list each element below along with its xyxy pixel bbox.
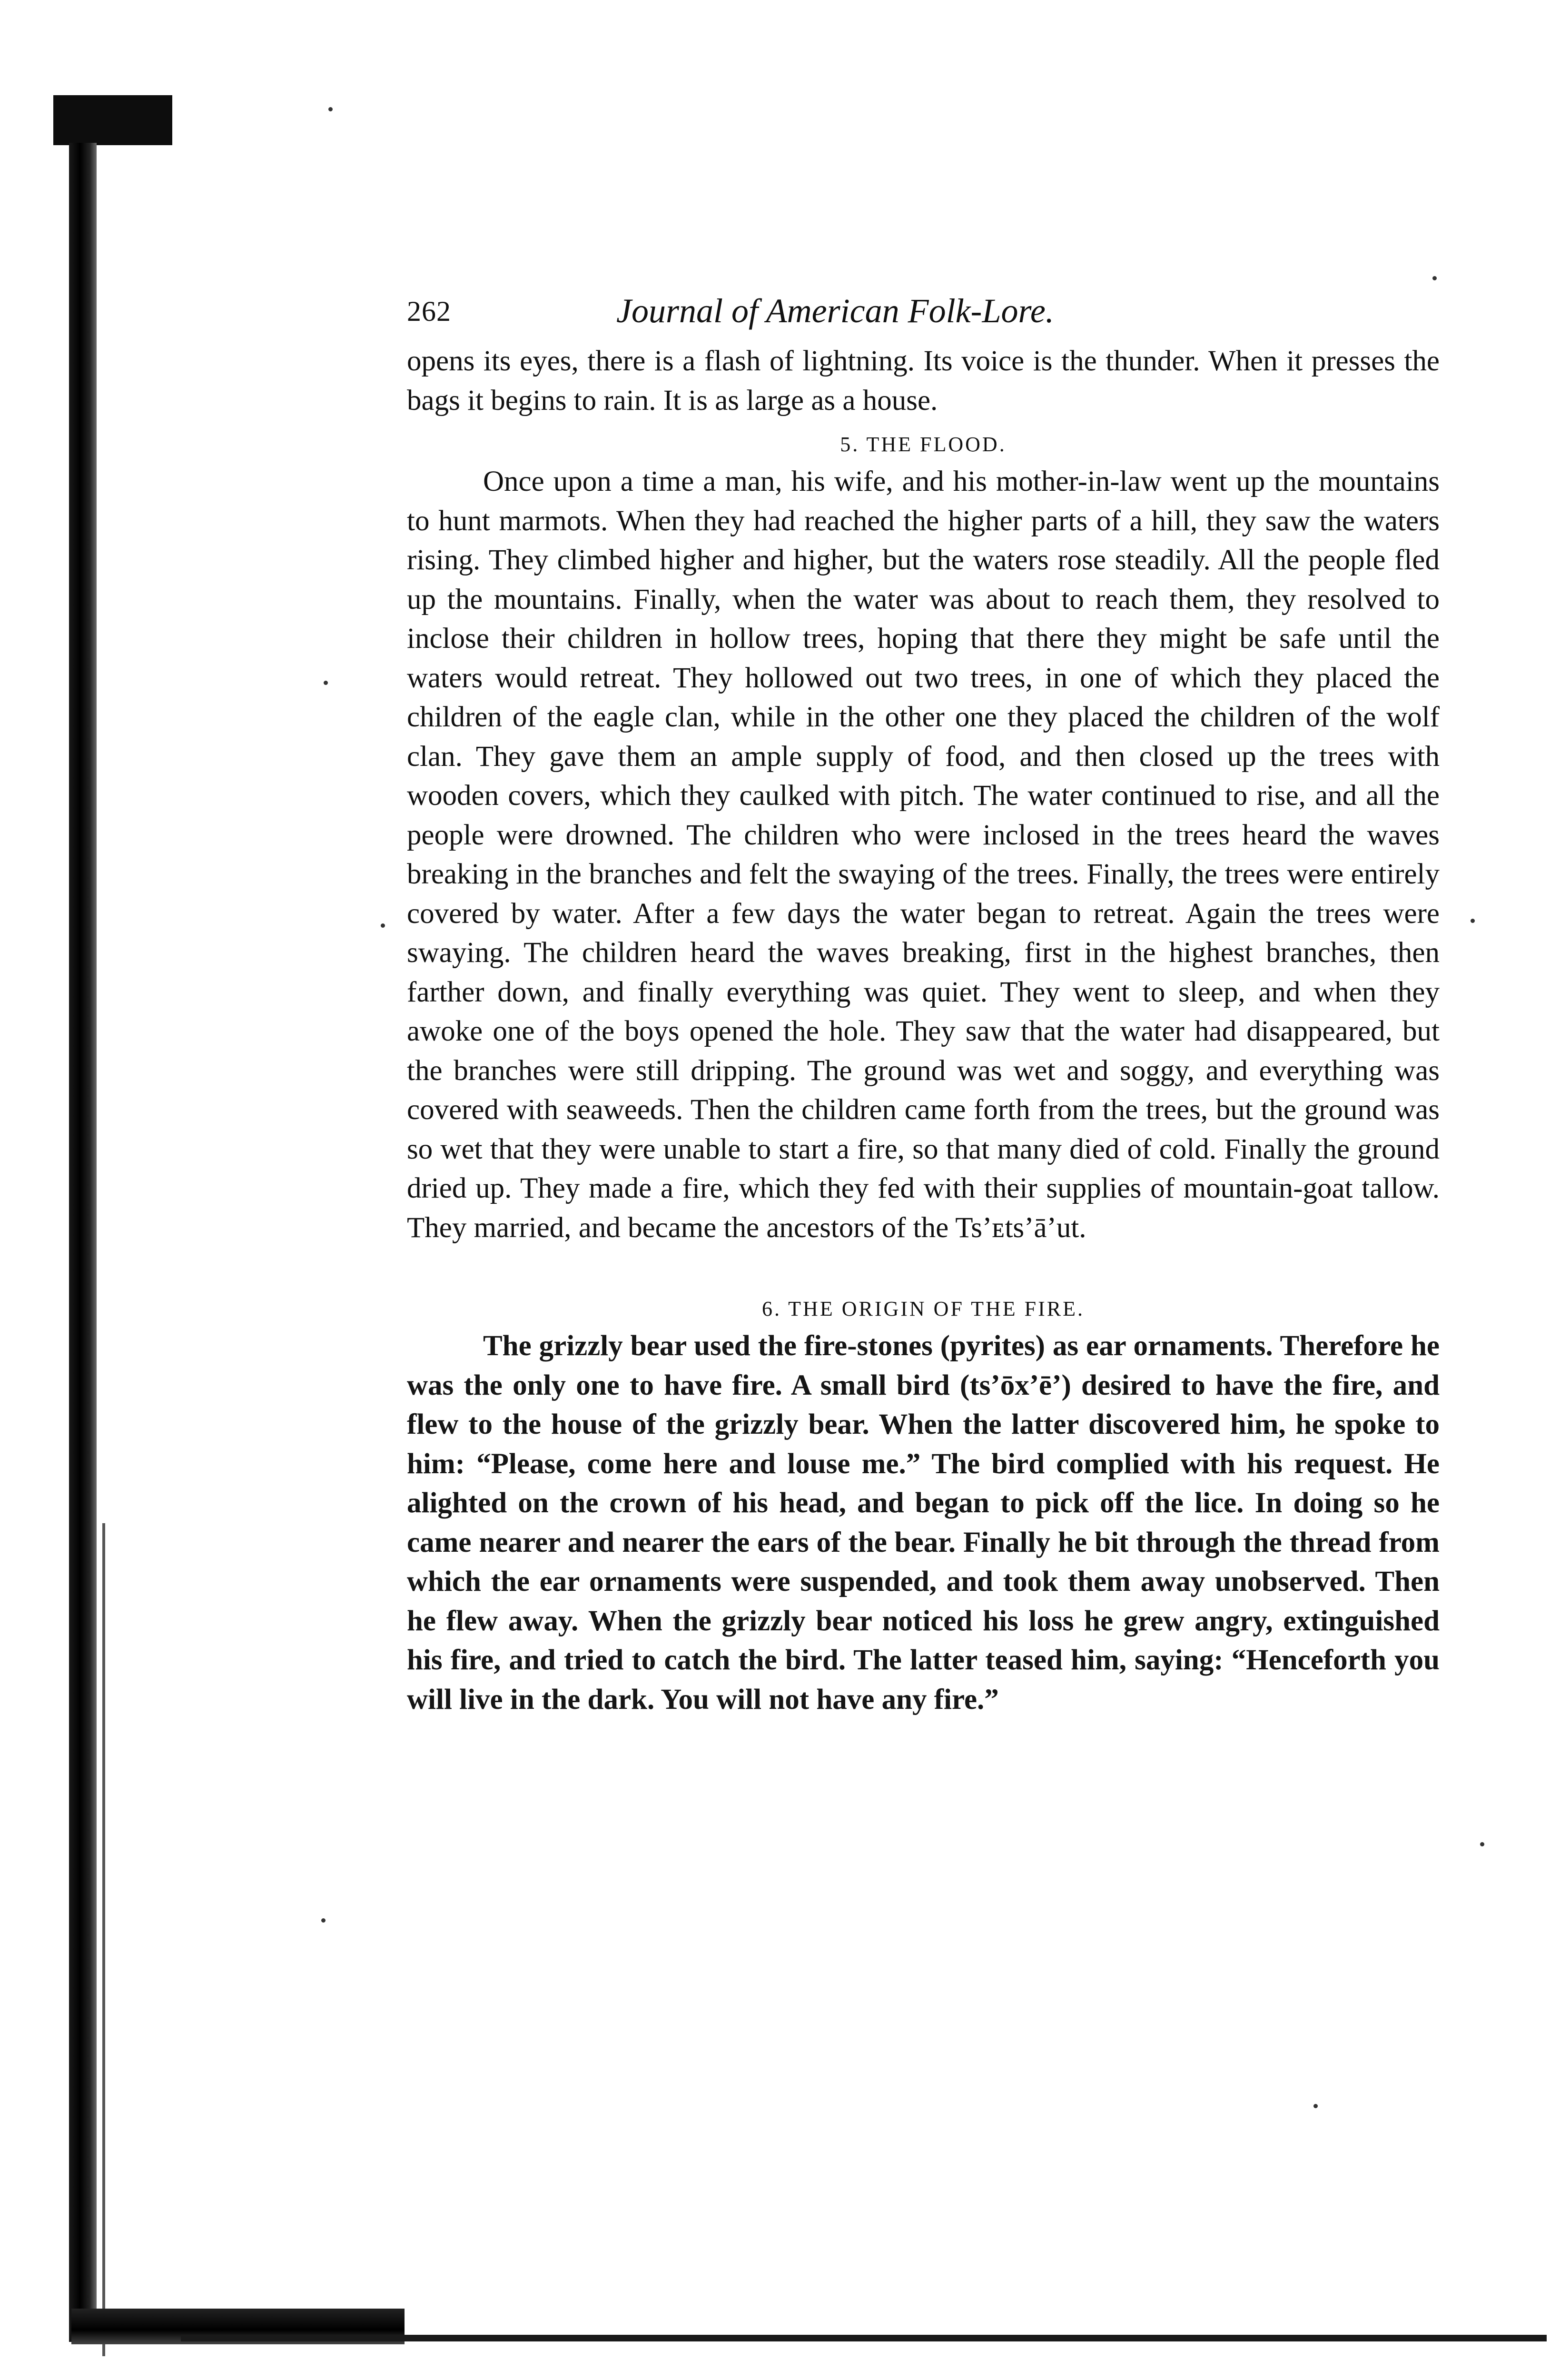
- section-heading-fire: 6. THE ORIGIN OF THE FIRE.: [761, 1297, 1085, 1320]
- scan-speck: [381, 923, 385, 928]
- scan-margin-streak: [102, 1523, 105, 2356]
- section-heading-flood: 5. THE FLOOD.: [840, 433, 1007, 456]
- running-title: Journal of American Folk-Lore.: [616, 292, 1054, 330]
- scan-margin-shadow: [69, 143, 97, 2342]
- fire-paragraph: The grizzly bear used the fire-stones (pyrites) as ear ornaments. Therefore he was the only one to have fire. A small bird (ts’ōx’ē’) desired to have the fire, and flew to the house of the grizzly bear. When the latter discovered him, he spoke to him: “Please, come here and louse me.” The bird complied with his request. He alighted on the crown of his head, and began to pick off the lice. In doing so he came nearer and nearer the ears of the bear. Finally he bit through the thread from which the ear ornaments were suspended, and took them away unobserved. Then he flew away. When the grizzly bear noticed his loss he grew angry, extinguished his fire, and tried to catch the bird. The latter teased him, saying: “Henceforth you will live in the dark. You will not have any fire.”: [407, 1330, 1440, 1716]
- scan-binding-mark: [53, 95, 172, 145]
- scan-speck: [1480, 1842, 1484, 1846]
- scan-bottom-rule: [181, 2335, 1547, 2341]
- flood-paragraph: Once upon a time a man, his wife, and his mother-in-law went up the mountains to hunt marmots. When they had reached the higher parts of a hill, they saw the waters rising. They climbed higher and higher, but the waters rose steadily. All the people fled up the mountains. Finally, when the water was about to reach them, they resolved to inclose their children in hollow trees, hoping that there they might be safe until the waters would retreat. They hollowed out two trees, in one of which they placed the children of the eagle clan, while in the other one they placed the children of the wolf clan. They gave them an ample supply of food, and then closed up the trees with wooden covers, which they caulked with pitch. The water continued to rise, and all the people were drowned. The children who were inclosed in the trees heard the waves breaking in the branches and felt the swaying of the trees. Finally, the trees were entirely covered by water. After a few days the water began to retreat. Again the trees were swaying. The children heard the waves breaking, first in the highest branches, then farther down, and finally everything was quiet. They went to sleep, and when they awoke one of the boys opened the hole. They saw that the water had disappeared, but the branches were still dripping. The ground was wet and soggy, and everything was covered with seaweeds. Then the children came forth from the trees, but the ground was so wet that they were unable to start a fire, so that many died of cold. Finally the ground dried up. They made a fire, which they fed with their supplies of mountain-goat tallow. They married, and became the ancestors of the Ts’ᴇts’ā’ut.: [407, 466, 1440, 1244]
- scan-speck: [324, 681, 328, 685]
- page-number: 262: [407, 296, 451, 327]
- scan-speck: [1471, 919, 1475, 923]
- scan-speck: [1432, 276, 1437, 280]
- scan-speck: [321, 1918, 326, 1923]
- continuation-paragraph: opens its eyes, there is a flash of lightning. Its voice is the thunder. When it presses the bags it begins to rain. It is as large as a house.: [407, 345, 1440, 416]
- scan-speck: [328, 107, 333, 111]
- page-header: [407, 286, 1440, 338]
- book-page: [407, 286, 1440, 1719]
- scan-speck: [1313, 2104, 1318, 2108]
